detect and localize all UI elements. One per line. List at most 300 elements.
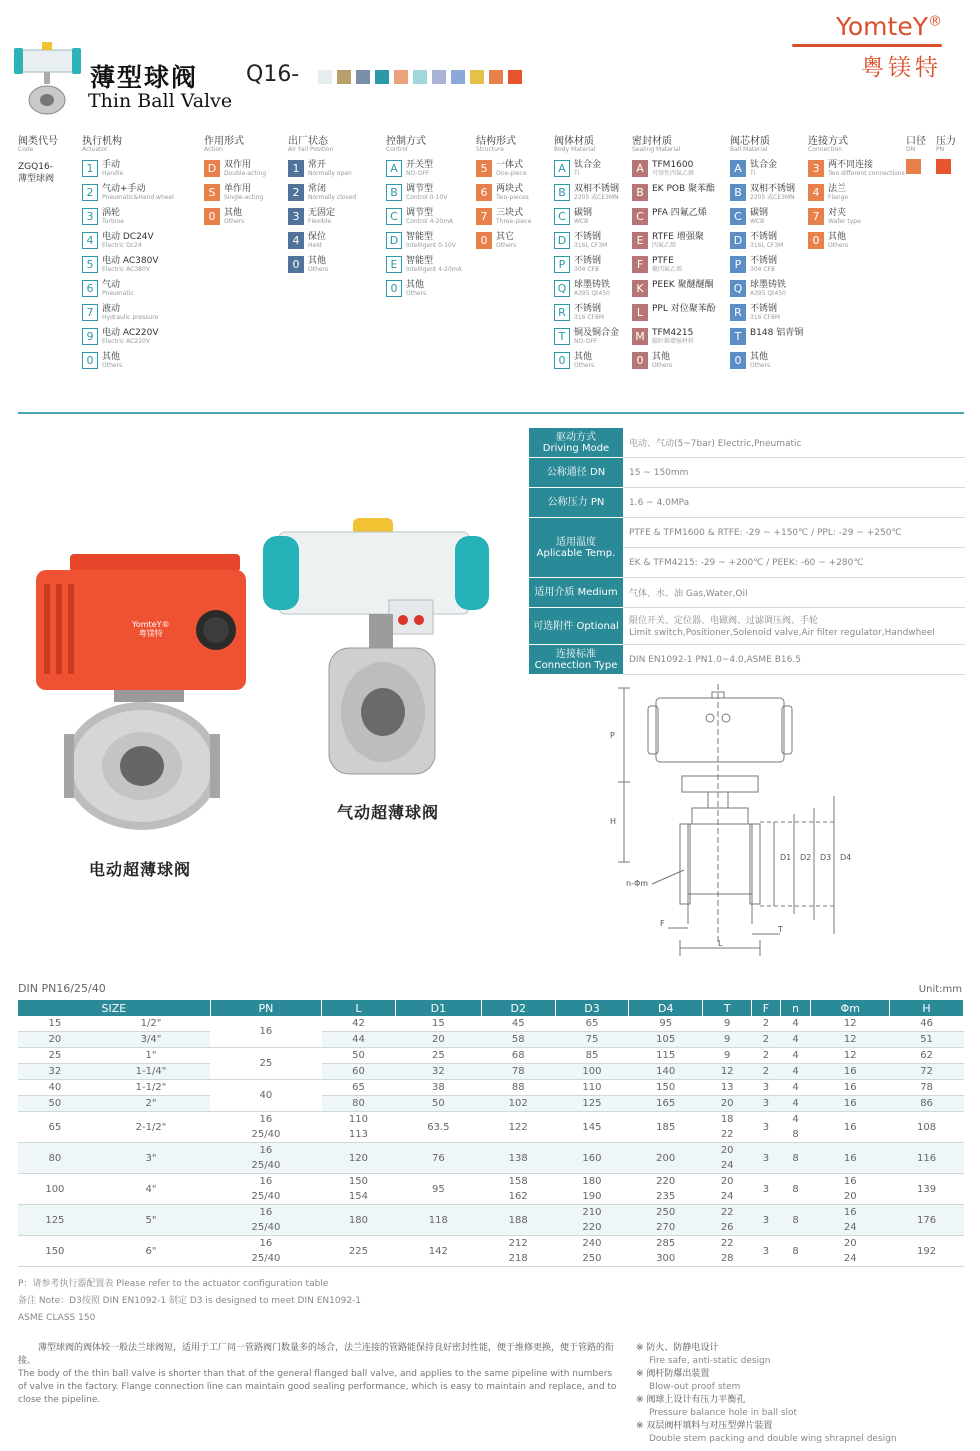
code-key: 7 bbox=[82, 304, 98, 321]
title-chinese: 薄型球阀 bbox=[90, 63, 199, 92]
dimension-cell: 110 bbox=[555, 1080, 629, 1096]
dimension-cell: 86 bbox=[890, 1096, 964, 1112]
code-option-sublabel: Others bbox=[102, 362, 123, 369]
code-key: T bbox=[730, 328, 746, 345]
dimension-cell: 9 bbox=[703, 1016, 752, 1032]
code-option-sublabel: Intelligent 4-20mA bbox=[406, 266, 462, 273]
spec-value: 限位开关、定位器、电磁阀、过滤调压阀、手轮 bbox=[629, 615, 819, 626]
column-subheading: Air Fail Position bbox=[288, 146, 334, 153]
column-subheading: DN bbox=[906, 146, 916, 153]
code-option-label: PFA 四氟乙烯 bbox=[652, 208, 707, 218]
actuator-column bbox=[82, 132, 174, 369]
code-option bbox=[554, 328, 619, 345]
code-option bbox=[632, 256, 716, 273]
size-inch-cell: 5" bbox=[92, 1205, 210, 1236]
feature-item: ※ 阀球上设计有压力平衡孔 bbox=[636, 1395, 746, 1405]
structure-column bbox=[476, 132, 532, 249]
code-option bbox=[82, 352, 174, 369]
code-swatch bbox=[451, 70, 465, 84]
code-option bbox=[386, 256, 462, 273]
dimension-cell: 150 154 bbox=[322, 1174, 396, 1205]
dimension-cell: 12 bbox=[703, 1064, 752, 1080]
column-header: T bbox=[703, 1000, 752, 1016]
table-row bbox=[18, 1048, 964, 1064]
code-option-sublabel: Others bbox=[496, 242, 517, 249]
code-option-sublabel: Pneumatic&Hand wheel bbox=[102, 194, 174, 201]
code-option bbox=[730, 160, 803, 177]
dimension-cell: 220 235 bbox=[629, 1174, 703, 1205]
code-option-label: 其他 Others bbox=[828, 232, 849, 249]
brand-name-en: YomteY® bbox=[835, 12, 942, 41]
dimension-cell: 115 bbox=[629, 1048, 703, 1064]
dimension-table bbox=[18, 1000, 964, 1267]
table-row bbox=[18, 1174, 964, 1205]
code-key: 5 bbox=[476, 160, 492, 177]
dimension-cell: 16 bbox=[811, 1096, 890, 1112]
dimension-cell: 4 8 bbox=[780, 1112, 811, 1143]
code-option-label: 手动 Handle bbox=[102, 160, 124, 177]
column-heading: 连接方式 bbox=[808, 136, 848, 147]
notes bbox=[18, 1276, 361, 1327]
code-option bbox=[808, 232, 905, 249]
dimension-cell: 20 bbox=[395, 1032, 481, 1048]
spec-row bbox=[529, 488, 965, 518]
code-option bbox=[554, 280, 619, 297]
code-key: R bbox=[554, 304, 570, 321]
size-dn-cell: 25 bbox=[18, 1048, 92, 1064]
code-option-label: 电动 AC220V Electric AC220V bbox=[102, 328, 159, 345]
dimension-cell: 12 bbox=[811, 1016, 890, 1032]
code-option-sublabel: Ti bbox=[750, 170, 756, 177]
code-option-label: 三块式 Three-piece bbox=[496, 208, 532, 225]
pn-column bbox=[936, 132, 956, 178]
code-key: D bbox=[730, 232, 746, 249]
code-key: T bbox=[554, 328, 570, 345]
code-option-sublabel: Electric AC380V bbox=[102, 266, 150, 273]
dimension-cell: 65 bbox=[555, 1016, 629, 1032]
dimension-cell: 68 bbox=[481, 1048, 555, 1064]
code-option-label: 双相不锈钢 2205 或CE3MN bbox=[750, 184, 796, 201]
code-option-label: 无固定 Flexible bbox=[308, 208, 336, 225]
code-option bbox=[632, 232, 716, 249]
code-option-sublabel: 2205 或CE3MN bbox=[574, 194, 619, 201]
code-swatch bbox=[394, 70, 408, 84]
dimension-cell: 176 bbox=[890, 1205, 964, 1236]
table-row bbox=[18, 1032, 964, 1048]
code-option-label: 钛合金 Ti bbox=[750, 160, 778, 177]
column-heading: 口径 bbox=[906, 136, 926, 147]
code-option-label: PPL 对位聚苯酚 bbox=[652, 304, 716, 314]
dimension-cell: 9 bbox=[703, 1032, 752, 1048]
code-option-sublabel: 316 CF8M bbox=[750, 314, 780, 321]
table-header-row bbox=[18, 1000, 964, 1016]
code-key: 0 bbox=[82, 352, 98, 369]
size-inch-cell: 1-1/2" bbox=[92, 1080, 210, 1096]
code-option-sublabel: Pneumatic bbox=[102, 290, 134, 297]
dimension-cell: 38 bbox=[395, 1080, 481, 1096]
code-key: E bbox=[632, 232, 648, 249]
dimension-cell: 2 bbox=[752, 1032, 780, 1048]
dimension-cell: 63.5 bbox=[395, 1112, 481, 1143]
code-option-label: 保位 Held bbox=[308, 232, 327, 249]
code-option bbox=[808, 160, 905, 177]
table-row bbox=[18, 1236, 964, 1267]
code-option bbox=[288, 256, 356, 273]
spec-label: 可选附件 Optional bbox=[529, 608, 623, 645]
spec-label: 公称压力 PN bbox=[529, 488, 623, 518]
code-key: K bbox=[632, 280, 648, 297]
code-key: C bbox=[554, 208, 570, 225]
label-d4: D4 bbox=[840, 853, 852, 862]
code-swatch bbox=[508, 70, 522, 84]
spec-value: Limit switch,Positioner,Solenoid valve,Air filter regulator,Handwheel bbox=[623, 626, 965, 645]
code-option-sublabel: NO-OFF bbox=[574, 338, 598, 345]
dimension-cell: 76 bbox=[395, 1143, 481, 1174]
label-t: T bbox=[778, 925, 783, 934]
code-key: C bbox=[730, 208, 746, 225]
code-key: D bbox=[554, 232, 570, 249]
code-option-sublabel: Control 4-20mA bbox=[406, 218, 454, 225]
code-option bbox=[632, 328, 716, 345]
column-header: D4 bbox=[629, 1000, 703, 1016]
pn-cell: 40 bbox=[210, 1080, 321, 1112]
code-option-sublabel: Single-acting bbox=[224, 194, 264, 201]
spec-value: DIN EN1092-1 PN1.0~4.0,ASME B16.5 bbox=[623, 645, 965, 675]
dimension-cell: 3 bbox=[752, 1143, 780, 1174]
column-subheading: Body Material bbox=[554, 146, 596, 153]
spec-label-en: Connection Type bbox=[534, 659, 618, 671]
column-header: PN bbox=[210, 1000, 321, 1016]
column-heading: 密封材质 bbox=[632, 136, 672, 147]
column-heading: 结构形式 bbox=[476, 136, 516, 147]
model-number: Q16- bbox=[246, 62, 300, 87]
header bbox=[0, 0, 980, 130]
code-swatch bbox=[413, 70, 427, 84]
dimension-cell: 212 218 bbox=[481, 1236, 555, 1267]
code-option-label: 不锈钢 316 CF8M bbox=[574, 304, 604, 321]
column-heading: 作用形式 bbox=[204, 136, 244, 147]
table-row bbox=[18, 1096, 964, 1112]
dimension-cell: 140 bbox=[629, 1064, 703, 1080]
code-option bbox=[730, 184, 803, 201]
dimension-cell: 13 bbox=[703, 1080, 752, 1096]
dimension-cell: 110 113 bbox=[322, 1112, 396, 1143]
code-option-label: 不锈钢 304 CF8 bbox=[574, 256, 602, 273]
dimension-cell: 102 bbox=[481, 1096, 555, 1112]
dimension-cell: 44 bbox=[322, 1032, 396, 1048]
code-option-label: 碳钢 WCB bbox=[750, 208, 769, 225]
dn-column bbox=[906, 132, 926, 178]
electric-valve-illustration bbox=[30, 534, 256, 850]
code-swatch bbox=[470, 70, 484, 84]
spec-row bbox=[529, 578, 965, 608]
code-option-label: 其他 Others bbox=[102, 352, 123, 369]
spec-label: 适用温度 Aplicable Temp. bbox=[529, 518, 623, 578]
dimension-cell: 65 bbox=[322, 1080, 396, 1096]
code-option-label: 常闭 Normally closed bbox=[308, 184, 357, 201]
feature-item: ※ 双层阀杆填料与对压型弹片装置 bbox=[636, 1421, 773, 1431]
dimension-cell: 180 190 bbox=[555, 1174, 629, 1205]
code-option-sublabel: 304 CF8 bbox=[574, 266, 599, 273]
column-subheading: Action bbox=[204, 146, 223, 153]
dimension-cell: 2 bbox=[752, 1064, 780, 1080]
pn-cell: 16 25/40 bbox=[210, 1174, 321, 1205]
code-option-label: 双相不锈钢 2205 或CE3MN bbox=[574, 184, 620, 201]
code-option bbox=[82, 160, 174, 177]
spec-label: 公称通径 DN bbox=[529, 458, 623, 488]
code-option-sublabel: One-piece bbox=[496, 170, 527, 177]
code-option-sublabel: Others bbox=[308, 266, 329, 273]
code-option bbox=[554, 184, 619, 201]
size-inch-cell: 2-1/2" bbox=[92, 1112, 210, 1143]
dimension-cell: 45 bbox=[481, 1016, 555, 1032]
code-key: 0 bbox=[730, 352, 746, 369]
code-option-label: 其他 Others bbox=[750, 352, 771, 369]
dimension-cell: 88 bbox=[481, 1080, 555, 1096]
feature-item-en: Fire safe, anti-static design bbox=[649, 1356, 771, 1366]
code-option-sublabel: WCB bbox=[750, 218, 765, 225]
code-option-label: 液动 Hydraulic pressure bbox=[102, 304, 159, 321]
pneumatic-valve-illustration bbox=[259, 512, 495, 790]
code-key: M bbox=[632, 328, 648, 345]
code-key: Q bbox=[730, 280, 746, 297]
code-key: 9 bbox=[82, 328, 98, 345]
code-column bbox=[18, 132, 58, 185]
dimension-cell: 9 bbox=[703, 1048, 752, 1064]
code-option-sublabel: 四氟乙烯 bbox=[652, 242, 677, 249]
code-key: A bbox=[554, 160, 570, 177]
size-inch-cell: 4" bbox=[92, 1174, 210, 1205]
code-key: 0 bbox=[632, 352, 648, 369]
size-inch-cell: 6" bbox=[92, 1236, 210, 1267]
code-option-sublabel: Others bbox=[828, 242, 849, 249]
dimension-cell: 3 bbox=[752, 1096, 780, 1112]
code-key: 3 bbox=[288, 208, 304, 225]
dimension-cell: 4 bbox=[780, 1048, 811, 1064]
code-option-sublabel: 聚四氟乙烯 bbox=[652, 266, 683, 273]
code-option bbox=[730, 304, 803, 321]
brand-swoosh bbox=[792, 44, 942, 47]
code-option-sublabel: Wafer type bbox=[828, 218, 861, 225]
table-unit-label: Unit:mm bbox=[918, 984, 962, 995]
code-option bbox=[288, 208, 356, 225]
dimension-cell: 225 bbox=[322, 1236, 396, 1267]
dimension-cell: 12 bbox=[811, 1032, 890, 1048]
code-option bbox=[808, 184, 905, 201]
table-standard-label: DIN PN16/25/40 bbox=[18, 982, 106, 995]
code-option bbox=[554, 256, 619, 273]
code-option-label: 钛合金 Ti bbox=[574, 160, 602, 177]
column-header: F bbox=[752, 1000, 780, 1016]
code-option-sublabel: Electric AC220V bbox=[102, 338, 150, 345]
code-key: B bbox=[632, 184, 648, 201]
code-option bbox=[730, 280, 803, 297]
code-option-sublabel: 316L CF3M bbox=[574, 242, 608, 249]
column-heading: 控制方式 bbox=[386, 136, 426, 147]
code-option bbox=[82, 280, 174, 297]
code-option bbox=[730, 352, 803, 369]
code-swatch bbox=[375, 70, 389, 84]
code-option-label: 不锈钢 316 CF8M bbox=[750, 304, 780, 321]
code-key: R bbox=[730, 304, 746, 321]
dimension-cell: 15 bbox=[395, 1016, 481, 1032]
position-column bbox=[288, 132, 356, 273]
feature-item: ※ 防火、防静电设计 bbox=[636, 1343, 719, 1353]
brand-name-cn: 粤镁特 bbox=[861, 55, 942, 81]
code-option bbox=[386, 160, 462, 177]
dimension-cell: 51 bbox=[890, 1032, 964, 1048]
dimension-cell: 20 24 bbox=[703, 1143, 752, 1174]
dimension-cell: 285 300 bbox=[629, 1236, 703, 1267]
code-option-label: 双作用 Double-acting bbox=[224, 160, 267, 177]
code-option bbox=[632, 352, 716, 369]
actuator-brand-plate: YomteY® 粤镁特 bbox=[132, 620, 170, 638]
code-key: 6 bbox=[476, 184, 492, 201]
code-key: 0 bbox=[204, 208, 220, 225]
code-option bbox=[386, 280, 462, 297]
table-row bbox=[18, 1064, 964, 1080]
column-subheading: Structure bbox=[476, 146, 504, 153]
dimension-cell: 50 bbox=[395, 1096, 481, 1112]
dimension-cell: 8 bbox=[780, 1205, 811, 1236]
size-inch-cell: 3" bbox=[92, 1143, 210, 1174]
code-key: C bbox=[632, 208, 648, 225]
code-key: F bbox=[632, 256, 648, 273]
code-key: D bbox=[386, 232, 402, 249]
feature-item-en: Double stem packing and double wing shrapnel design bbox=[649, 1434, 897, 1444]
pneumatic-valve-caption: 气动超薄球阀 bbox=[337, 803, 440, 822]
column-subheading: Code bbox=[18, 146, 34, 153]
dimension-cell: 95 bbox=[629, 1016, 703, 1032]
code-key: 0 bbox=[386, 280, 402, 297]
code-key: Q bbox=[554, 280, 570, 297]
code-option bbox=[730, 208, 803, 225]
code-option-sublabel: Held bbox=[308, 242, 322, 249]
spec-value: 气体、水、油 Gas,Water,Oil bbox=[623, 578, 965, 608]
size-dn-cell: 50 bbox=[18, 1096, 92, 1112]
code-option bbox=[730, 328, 803, 345]
spec-value: 15 ~ 150mm bbox=[623, 458, 965, 488]
dimension-cell: 210 220 bbox=[555, 1205, 629, 1236]
dimension-cell: 32 bbox=[395, 1064, 481, 1080]
code-option-label: 不锈钢 316L CF3M bbox=[750, 232, 784, 249]
dimension-cell: 20 bbox=[703, 1096, 752, 1112]
pn-cell: 16 25/40 bbox=[210, 1236, 321, 1267]
code-option-sublabel: Normally closed bbox=[308, 194, 357, 201]
column-heading: 压力 bbox=[936, 136, 956, 147]
dimension-cell: 3 bbox=[752, 1112, 780, 1143]
code-swatch bbox=[356, 70, 370, 84]
code-option bbox=[386, 208, 462, 225]
model-code-legend bbox=[0, 132, 980, 402]
code-option-label: 单作用 Single-acting bbox=[224, 184, 264, 201]
column-header: Φm bbox=[811, 1000, 890, 1016]
code-key: L bbox=[632, 304, 648, 321]
code-option-label: 调节型 Control 4-20mA bbox=[406, 208, 454, 225]
code-option-label: 电动 DC24V Electric Dc24 bbox=[102, 232, 154, 249]
size-inch-cell: 2" bbox=[92, 1096, 210, 1112]
code-option-label: 智能型 Intelligent 4-20mA bbox=[406, 256, 462, 273]
feature-item: ※ 阀杆防爆出装置 bbox=[636, 1369, 710, 1379]
code-option-sublabel: Others bbox=[750, 362, 771, 369]
code-option-sublabel: Flexible bbox=[308, 218, 332, 225]
size-dn-cell: 32 bbox=[18, 1064, 92, 1080]
code-option bbox=[82, 232, 174, 249]
spec-label-en: Aplicable Temp. bbox=[536, 547, 616, 559]
dimension-cell: 250 270 bbox=[629, 1205, 703, 1236]
code-key: 3 bbox=[808, 160, 824, 177]
code-option-sublabel: Hydraulic pressure bbox=[102, 314, 159, 321]
code-option-sublabel: NO-OFF bbox=[406, 170, 430, 177]
dimension-cell: 18 22 bbox=[703, 1112, 752, 1143]
code-option-label: 其他 Others bbox=[652, 352, 673, 369]
column-heading: 阀体材质 bbox=[554, 136, 594, 147]
code-option-label: EK POB 聚苯酯 bbox=[652, 184, 715, 194]
dimension-cell: 4 bbox=[780, 1032, 811, 1048]
dimension-cell: 8 bbox=[780, 1174, 811, 1205]
dimension-cell: 62 bbox=[890, 1048, 964, 1064]
dimension-cell: 180 bbox=[322, 1205, 396, 1236]
code-option-label: 电动 AC380V Electric AC380V bbox=[102, 256, 159, 273]
code-key: 2 bbox=[82, 184, 98, 201]
code-option-sublabel: Two-pieces bbox=[496, 194, 529, 201]
code-key: 1 bbox=[288, 160, 304, 177]
label-l: L bbox=[718, 939, 723, 948]
dimension-cell: 116 bbox=[890, 1143, 964, 1174]
dimension-cell: 200 bbox=[629, 1143, 703, 1174]
size-dn-cell: 150 bbox=[18, 1236, 92, 1267]
code-option bbox=[632, 280, 716, 297]
code-option-sublabel: 316 CF8M bbox=[574, 314, 604, 321]
pn-swatch bbox=[936, 159, 951, 174]
code-key: D bbox=[204, 160, 220, 177]
dimension-cell: 8 bbox=[780, 1143, 811, 1174]
code-option bbox=[554, 304, 619, 321]
body-material-column bbox=[554, 132, 619, 369]
code-key: A bbox=[730, 160, 746, 177]
column-heading: 阀芯材质 bbox=[730, 136, 770, 147]
brand-logo bbox=[792, 12, 942, 82]
size-inch-cell: 1/2" bbox=[92, 1016, 210, 1032]
column-heading: 执行机构 bbox=[82, 136, 122, 147]
code-key: P bbox=[554, 256, 570, 273]
table-row bbox=[18, 1080, 964, 1096]
dimension-cell: 100 bbox=[555, 1064, 629, 1080]
spec-row bbox=[529, 518, 965, 548]
dimension-cell: 16 20 bbox=[811, 1174, 890, 1205]
code-swatch bbox=[432, 70, 446, 84]
pn-cell: 16 25/40 bbox=[210, 1143, 321, 1174]
dimension-cell: 20 24 bbox=[703, 1174, 752, 1205]
specification-table bbox=[529, 428, 965, 675]
code-option-sublabel: A395 Qt450 bbox=[750, 290, 786, 297]
dimension-cell: 142 bbox=[395, 1236, 481, 1267]
table-row bbox=[18, 1112, 964, 1143]
ball-material-column bbox=[730, 132, 803, 369]
table-row bbox=[18, 1143, 964, 1174]
dimension-cell: 3 bbox=[752, 1174, 780, 1205]
column-subheading: Actuator bbox=[82, 146, 108, 153]
connection-column bbox=[808, 132, 905, 249]
code-option-label: 其他 Others bbox=[308, 256, 329, 273]
valve-thumbnail-icon bbox=[14, 40, 84, 118]
dimension-cell: 75 bbox=[555, 1032, 629, 1048]
size-dn-cell: 65 bbox=[18, 1112, 92, 1143]
label-f: F bbox=[660, 919, 665, 928]
column-header: SIZE bbox=[18, 1000, 210, 1016]
dimension-cell: 125 bbox=[555, 1096, 629, 1112]
note-line: P：请参考执行器配置表 Please refer to the actuator configuration table bbox=[18, 1279, 329, 1289]
